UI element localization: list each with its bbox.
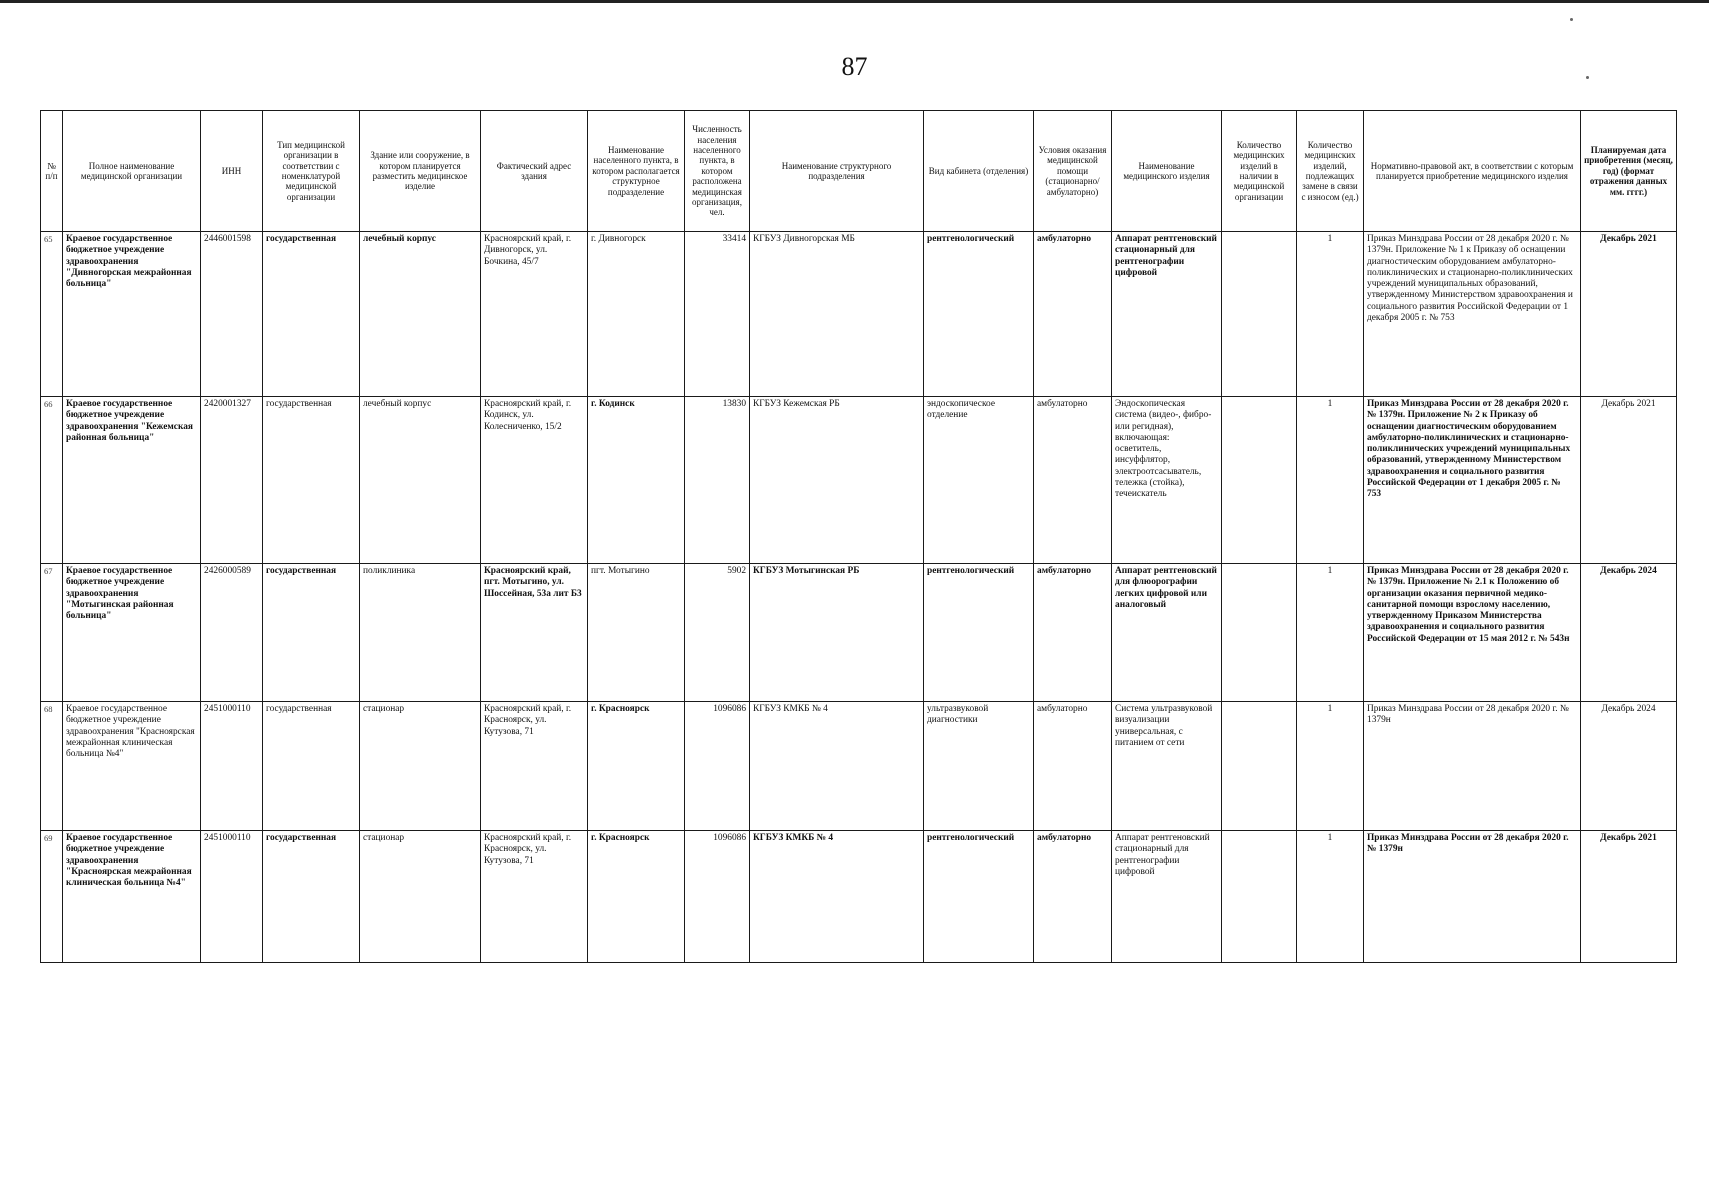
unit-name: КГБУЗ Дивногорская МБ	[750, 232, 924, 397]
table-row	[41, 831, 1677, 963]
address: Красноярский край, г. Дивногорск, ул. Бочкина, 45/7	[481, 232, 588, 397]
address: Красноярский край, г. Кодинск, ул. Колесниченко, 15/2	[481, 397, 588, 564]
org-type: государственная	[263, 232, 360, 397]
row-number: 66	[41, 397, 63, 564]
conditions: амбулаторно	[1034, 831, 1112, 963]
inn: 2446001598	[201, 232, 263, 397]
row-number: 69	[41, 831, 63, 963]
org-name: Краевое государственное бюджетное учреждение здравоохранения "Мотыгинская районная больница"	[63, 564, 201, 702]
device-name: Аппарат рентгеновский для флюорографии легких цифровой или аналоговый	[1112, 564, 1222, 702]
population: 1096086	[685, 831, 750, 963]
in-stock-count	[1222, 232, 1297, 397]
population: 1096086	[685, 702, 750, 831]
device-name: Аппарат рентгеновский стационарный для рентгенографии цифровой	[1112, 831, 1222, 963]
locality: г. Красноярск	[588, 831, 685, 963]
locality: г. Красноярск	[588, 702, 685, 831]
locality: г. Кодинск	[588, 397, 685, 564]
cabinet: ультразвуковой диагностики	[924, 702, 1034, 831]
replace-count: 1	[1297, 831, 1364, 963]
org-name: Краевое государственное бюджетное учреждение здравоохранения "Красноярская межрайонная клиническая больница №4"	[63, 831, 201, 963]
conditions: амбулаторно	[1034, 564, 1112, 702]
legal-act: Приказ Минздрава России от 28 декабря 2020 г. № 1379н. Приложение № 2 к Приказу об оснащении диагностическим оборудованием амбулаторно-поликлинических и стационарно-поликлинических учреждений муниципальных образований, утвержденному Министерством здравоохранения и социального развития Российской Федерации от 1 декабря 2005 г. № 753	[1364, 397, 1581, 564]
org-type: государственная	[263, 564, 360, 702]
table-row	[41, 564, 1677, 702]
header-cell: Тип медицинской организации в соответствии с номенклатурой медицинской организации	[263, 111, 360, 232]
header-cell: Вид кабинета (отделения)	[924, 111, 1034, 232]
equipment-table	[40, 110, 1677, 963]
header-cell: Количество медицинских изделий, подлежащих замене в связи с износом (ед.)	[1297, 111, 1364, 232]
header-cell: ИНН	[201, 111, 263, 232]
in-stock-count	[1222, 564, 1297, 702]
row-number: 68	[41, 702, 63, 831]
header-cell: № п/п	[41, 111, 63, 232]
org-type: государственная	[263, 702, 360, 831]
address: Красноярский край, г. Красноярск, ул. Кутузова, 71	[481, 831, 588, 963]
building: лечебный корпус	[360, 397, 481, 564]
building: стационар	[360, 831, 481, 963]
table-row	[41, 232, 1677, 397]
table-header-row	[41, 111, 1677, 232]
address: Красноярский край, пгт. Мотыгино, ул. Шоссейная, 53а лит Б3	[481, 564, 588, 702]
header-cell: Здание или сооружение, в котором планируется разместить медицинское изделие	[360, 111, 481, 232]
legal-act: Приказ Минздрава России от 28 декабря 2020 г. № 1379н. Приложение № 1 к Приказу об оснащении диагностическим оборудованием амбулаторно-поликлинических и стационарно-поликлинических учреждений муниципальных образований, утвержденному Министерством здравоохранения и социального развития Российской Федерации от 1 декабря 2005 г. № 753	[1364, 232, 1581, 397]
device-name: Система ультразвуковой визуализации универсальная, с питанием от сети	[1112, 702, 1222, 831]
scan-speck	[1570, 18, 1573, 21]
cabinet: рентгенологический	[924, 232, 1034, 397]
header-cell: Наименование населенного пункта, в котором располагается структурное подразделение	[588, 111, 685, 232]
address: Красноярский край, г. Красноярск, ул. Кутузова, 71	[481, 702, 588, 831]
inn: 2426000589	[201, 564, 263, 702]
population: 13830	[685, 397, 750, 564]
building: лечебный корпус	[360, 232, 481, 397]
table-row	[41, 702, 1677, 831]
page-number: 87	[841, 52, 868, 81]
planned-date: Декабрь 2021	[1581, 831, 1677, 963]
scan-speck	[1586, 76, 1589, 79]
cabinet: рентгенологический	[924, 831, 1034, 963]
header-cell: Полное наименование медицинской организации	[63, 111, 201, 232]
header-cell: Наименование структурного подразделения	[750, 111, 924, 232]
header-cell: Планируемая дата приобретения (месяц, год) (формат отражения данных мм. гггг.)	[1581, 111, 1677, 232]
building: стационар	[360, 702, 481, 831]
replace-count: 1	[1297, 232, 1364, 397]
org-type: государственная	[263, 831, 360, 963]
locality: г. Дивногорск	[588, 232, 685, 397]
population: 33414	[685, 232, 750, 397]
inn: 2420001327	[201, 397, 263, 564]
replace-count: 1	[1297, 397, 1364, 564]
top-border-line	[0, 0, 1709, 3]
legal-act: Приказ Минздрава России от 28 декабря 2020 г. № 1379н	[1364, 831, 1581, 963]
inn: 2451000110	[201, 831, 263, 963]
planned-date: Декабрь 2024	[1581, 564, 1677, 702]
org-name: Краевое государственное бюджетное учреждение здравоохранения "Красноярская межрайонная клиническая больница №4"	[63, 702, 201, 831]
conditions: амбулаторно	[1034, 702, 1112, 831]
locality: пгт. Мотыгино	[588, 564, 685, 702]
replace-count: 1	[1297, 564, 1364, 702]
header-cell: Наименование медицинского изделия	[1112, 111, 1222, 232]
population: 5902	[685, 564, 750, 702]
legal-act: Приказ Минздрава России от 28 декабря 2020 г. № 1379н	[1364, 702, 1581, 831]
header-cell: Нормативно-правовой акт, в соответствии с которым планируется приобретение медицинского изделия	[1364, 111, 1581, 232]
unit-name: КГБУЗ КМКБ № 4	[750, 831, 924, 963]
table-row	[41, 397, 1677, 564]
planned-date: Декабрь 2021	[1581, 232, 1677, 397]
device-name: Аппарат рентгеновский стационарный для рентгенографии цифровой	[1112, 232, 1222, 397]
in-stock-count	[1222, 397, 1297, 564]
cabinet: эндоскопическое отделение	[924, 397, 1034, 564]
row-number: 65	[41, 232, 63, 397]
unit-name: КГБУЗ Мотыгинская РБ	[750, 564, 924, 702]
inn: 2451000110	[201, 702, 263, 831]
org-name: Краевое государственное бюджетное учреждение здравоохранения "Дивногорская межрайонная больница"	[63, 232, 201, 397]
conditions: амбулаторно	[1034, 232, 1112, 397]
unit-name: КГБУЗ Кежемская РБ	[750, 397, 924, 564]
header-cell: Условия оказания медицинской помощи (стационарно/ амбулаторно)	[1034, 111, 1112, 232]
header-cell: Численность населения населенного пункта, в котором расположена медицинская организация, чел.	[685, 111, 750, 232]
planned-date: Декабрь 2021	[1581, 397, 1677, 564]
org-type: государственная	[263, 397, 360, 564]
in-stock-count	[1222, 831, 1297, 963]
device-name: Эндоскопическая система (видео-, фибро- или регидная), включающая: осветитель, инсуффлятор, электроотсасыватель, тележка (стойка), течеискатель	[1112, 397, 1222, 564]
header-cell: Фактический адрес здания	[481, 111, 588, 232]
conditions: амбулаторно	[1034, 397, 1112, 564]
unit-name: КГБУЗ КМКБ № 4	[750, 702, 924, 831]
cabinet: рентгенологический	[924, 564, 1034, 702]
in-stock-count	[1222, 702, 1297, 831]
header-cell: Количество медицинских изделий в наличии в медицинской организации	[1222, 111, 1297, 232]
building: поликлиника	[360, 564, 481, 702]
org-name: Краевое государственное бюджетное учреждение здравоохранения "Кежемская районная больница"	[63, 397, 201, 564]
row-number: 67	[41, 564, 63, 702]
replace-count: 1	[1297, 702, 1364, 831]
planned-date: Декабрь 2024	[1581, 702, 1677, 831]
legal-act: Приказ Минздрава России от 28 декабря 2020 г. № 1379н. Приложение № 2.1 к Положению об организации оказания первичной медико-санитарной помощи взрослому населению, утвержденному Приказом Министерства здравоохранения и социального развития Российской Федерации от 15 мая 2012 г. № 543н	[1364, 564, 1581, 702]
